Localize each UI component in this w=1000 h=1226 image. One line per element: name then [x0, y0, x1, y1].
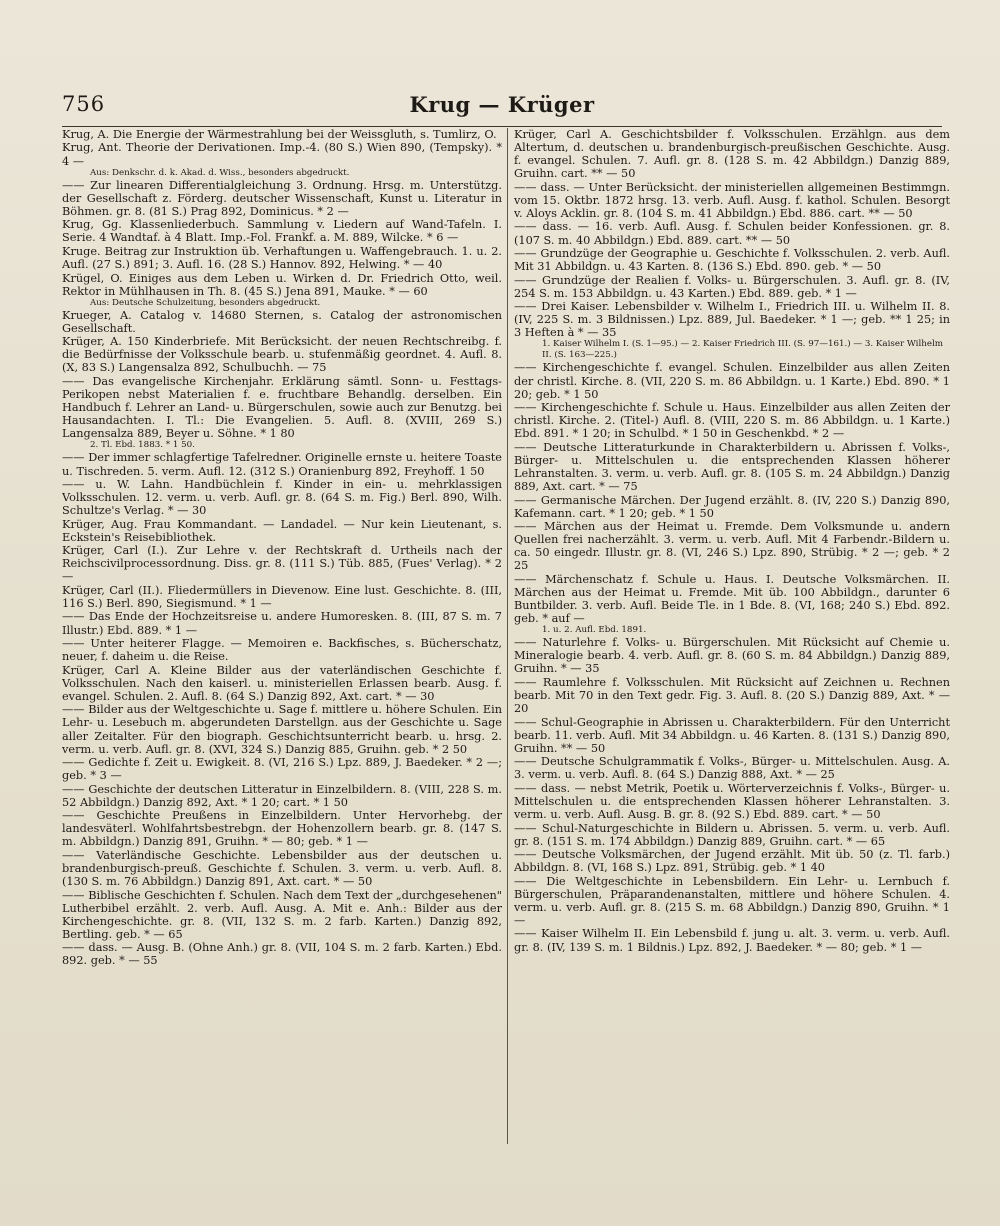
entry-note: 2. Tl. Ebd. 1883. * 1 50.	[90, 440, 195, 451]
catalog-entry: —— Kaiser Wilhelm II. Ein Lebensbild f. jung u. alt. 3. verm. u. verb. Aufl. gr. 8. (IV, 139 S. m. 1 Bildnis.) Lpz. 892, J. Baedeker. * — 80; geb. * 1 —	[514, 927, 950, 954]
catalog-entry: Krüger, Carl (I.). Zur Lehre v. der Rechtskraft d. Urtheils nach der Reichscivilprocessordnung. Diss. gr. 8. (111 S.) Tüb. 885, (Fues' Verlag). * 2 —	[62, 544, 502, 584]
catalog-entry: —— Grundzüge der Realien f. Volks- u. Bürgerschulen. 3. Aufl. gr. 8. (IV, 254 S. m. 153 Abbildgn. u. 43 Karten.) Ebd. 889. geb. * 1 —	[514, 273, 950, 300]
catalog-entry: —— Der immer schlagfertige Tafelredner. Originelle ernste u. heitere Toaste u. Tischreden. 5. verm. Aufl. 12. (312 S.) Oranienburg 892, Freyhoff. 1 50	[62, 451, 502, 478]
catalog-entry: —— Unter heiterer Flagge. — Memoiren e. Backfisches, s. Bücherschatz, neuer, f. daheim u. die Reise.	[62, 637, 502, 664]
catalog-entry: —— dass. — Ausg. B. (Ohne Anh.) gr. 8. (VII, 104 S. m. 2 farb. Karten.) Ebd. 892. geb. * — 55	[62, 941, 502, 968]
catalog-entry: —— Biblische Geschichten f. Schulen. Nach dem Text der „durchgesehenen" Lutherbibel erzählt. 2. verb. Aufl. Ausg. A. Mit e. Anh.: Bilder aus der Kirchengeschichte. gr. 8. (VII, 132 S. m. 2 farb. Karten.) Danzig 892, Bertling. geb. * — 65	[62, 888, 502, 941]
page-number: 756	[62, 92, 106, 116]
catalog-entry: Krügel, O. Einiges aus dem Leben u. Wirken d. Dr. Friedrich Otto, weil. Rektor in Mühlhausen in Th. 8. (45 S.) Jena 891, Mauke. * — 60	[62, 271, 502, 298]
catalog-entry: Krüger, Carl A. Geschichtsbilder f. Volksschulen. Erzählgn. aus dem Altertum, d. deutschen u. brandenburgisch-preußischen Geschichte. Ausg. f. evangel. Schulen. 7. Aufl. gr. 8. (128 S. m. 42 Abbildgn.) Danzig 889, Gruihn. cart. ** — 50	[514, 128, 950, 181]
catalog-entry: Krüger, Aug. Frau Kommandant. — Landadel. — Nur kein Lieutenant, s. Eckstein's Reisebibliothek.	[62, 517, 502, 544]
catalog-entry: Krüger, Carl A. Kleine Bilder aus der vaterländischen Geschichte f. Volksschulen. Nach den kaiserl. u. ministeriellen Erlassen bearb. Ausg. f. evangel. Schulen. 2. Aufl. 8. (64 S.) Danzig 892, Axt. cart. * — 30	[62, 663, 502, 703]
catalog-entry: —— Naturlehre f. Volks- u. Bürgerschulen. Mit Rücksicht auf Chemie u. Mineralogie bearb. 4. verb. Aufl. gr. 8. (60 S. m. 84 Abbildgn.) Danzig 889, Gruihn. * — 35	[514, 636, 950, 676]
catalog-entry: —— Drei Kaiser. Lebensbilder v. Wilhelm I., Friedrich III. u. Wilhelm II. 8. (IV, 225 S. m. 3 Bildnissen.) Lpz. 889, Jul. Baedeker. * 1 —; geb. ** 1 25; in 3 Heften à * — 35	[514, 300, 950, 340]
catalog-entry: —— Märchenschatz f. Schule u. Haus. I. Deutsche Volksmärchen. II. Märchen aus der Heimat u. Fremde. Mit üb. 100 Abbildgn., darunter 6 Buntbilder. 3. verb. Aufl. Beide Tle. in 1 Bde. 8. (VI, 168; 240 S.) Ebd. 892. geb. * auf —	[514, 572, 950, 626]
catalog-entry: —— Raumlehre f. Volksschulen. Mit Rücksicht auf Zeichnen u. Rechnen bearb. Mit 70 in den Text gedr. Fig. 3. Aufl. 8. (20 S.) Danzig 889, Axt. * — 20	[514, 675, 950, 716]
catalog-entry: Kruge. Beitrag zur Instruktion üb. Verhaftungen u. Waffengebrauch. 1. u. 2. Aufl. (27 S.) 891; 3. Aufl. 16. (28 S.) Hannov. 892, Helwing. * — 40	[62, 244, 502, 272]
catalog-entry: —— dass. — 16. verb. Aufl. Ausg. f. Schulen beider Konfessionen. gr. 8. (107 S. m. 40 Abbildgn.) Ebd. 889. cart. ** — 50	[514, 220, 950, 247]
catalog-entry: —— Bilder aus der Weltgeschichte u. Sage f. mittlere u. höhere Schulen. Ein Lehr- u. Lesebuch m. abgerundeten Darstellgn. aus der Geschichte u. Sage aller Zeitalter. Für den biograph. Geschichtsunterricht bearb. u. hrsg. 2. verm. u. verb. Aufl. gr. 8. (XVI, 324 S.) Danzig 885, Gruihn. geb. * 2 50	[62, 703, 502, 756]
catalog-entry: Krueger, A. Catalog v. 14680 Sternen, s. Catalog der astronomischen Gesellschaft.	[62, 308, 502, 335]
catalog-entry: —— Grundzüge der Geographie u. Geschichte f. Volksschulen. 2. verb. Aufl. Mit 31 Abbildgn. u. 43 Karten. 8. (136 S.) Ebd. 890. geb. * — 50	[514, 247, 950, 274]
catalog-entry: —— Kirchengeschichte f. Schule u. Haus. Einzelbilder aus allen Zeiten der christl. Kirche. 2. (Titel-) Aufl. 8. (VIII, 220 S. m. 86 Abbildgn. u. 1 Karte.) Ebd. 891. * 1 20; in Schulbd. * 1 50 in Geschenkbd. * 2 —	[514, 401, 950, 441]
catalog-entry: —— Gedichte f. Zeit u. Ewigkeit. 8. (VI, 216 S.) Lpz. 889, J. Baedeker. * 2 —; geb. * 3 —	[62, 756, 502, 783]
catalog-entry: —— Geschichte der deutschen Litteratur in Einzelbildern. 8. (VIII, 228 S. m. 52 Abbildgn.) Danzig 892, Axt. * 1 20; cart. * 1 50	[62, 782, 502, 809]
entry-note: Aus: Denkschr. d. k. Akad. d. Wiss., besonders abgedruckt.	[90, 167, 350, 178]
catalog-entry: —— Zur linearen Differentialgleichung 3. Ordnung. Hrsg. m. Unterstützg. der Gesellschaft z. Förderg. deutscher Wissenschaft, Kunst u. Literatur in Böhmen. gr. 8. (81 S.) Prag 892, Dominicus. * 2 —	[62, 178, 502, 218]
header-rule	[62, 126, 942, 127]
catalog-entry: —— Schul-Naturgeschichte in Bildern u. Abrissen. 5. verm. u. verb. Aufl. gr. 8. (151 S. m. 174 Abbildgn.) Danzig 889, Gruihn. cart. * — 65	[514, 821, 950, 848]
catalog-entry: Krüger, Carl (II.). Fliedermüllers in Dievenow. Eine lust. Geschichte. 8. (III, 116 S.) Berl. 890, Siegismund. * 1 —	[62, 583, 502, 610]
running-head: Krug — Krüger	[409, 92, 595, 117]
catalog-entry: —— Deutsche Volksmärchen, der Jugend erzählt. Mit üb. 50 (z. Tl. farb.) Abbildgn. 8. (VI, 168 S.) Lpz. 891, Strübig. geb. * 1 40	[514, 848, 950, 875]
catalog-entry: —— dass. — Unter Berücksicht. der ministeriellen allgemeinen Bestimmgn. vom 15. Oktbr. 1872 hrsg. 13. verb. Aufl. Ausg. f. kathol. Schulen. Besorgt v. Aloys Acklin. gr. 8. (104 S. m. 41 Abbildgn.) Ebd. 886. cart. ** — 50	[514, 180, 950, 220]
right-column	[514, 128, 950, 1144]
catalog-entry: Krug, A. Die Energie der Wärmestrahlung bei der Weissgluth, s. Tumlirz, O.	[62, 128, 497, 141]
catalog-entry: —— Das Ende der Hochzeitsreise u. andere Humoresken. 8. (III, 87 S. m. 7 Illustr.) Ebd. 889. * 1 —	[62, 610, 502, 637]
catalog-entry: —— dass. — nebst Metrik, Poetik u. Wörterverzeichnis f. Volks-, Bürger- u. Mittelschulen u. die entsprechenden Klassen höherer Lehranstalten. 3. verm. u. verb. Aufl. Ausg. B. gr. 8. (92 S.) Ebd. 889. cart. * — 50	[514, 781, 950, 822]
catalog-entry: —— Deutsche Litteraturkunde in Charakterbildern u. Abrissen f. Volks-, Bürger- u. Mittelschulen u. die entsprechenden Klassen höherer Lehranstalten. 3. verm. u. verb. Aufl. gr. 8. (105 S. m. 24 Abbildgn.) Danzig 889, Axt. cart. * — 75	[514, 440, 950, 494]
left-column	[62, 128, 502, 1144]
catalog-entry: —— u. W. Lahn. Handbüchlein f. Kinder in ein- u. mehrklassigen Volksschulen. 12. verm. u. verb. Aufl. gr. 8. (64 S. m. Fig.) Berl. 890, Wilh. Schultze's Verlag. * — 30	[62, 477, 502, 518]
catalog-entry: —— Schul-Geographie in Abrissen u. Charakterbildern. Für den Unterricht bearb. 11. verb. Aufl. Mit 34 Abbildgn. u. 46 Karten. 8. (131 S.) Danzig 890, Gruihn. ** — 50	[514, 715, 950, 755]
catalog-entry: —— Deutsche Schulgrammatik f. Volks-, Bürger- u. Mittelschulen. Ausg. A. 3. verm. u. verb. Aufl. 8. (64 S.) Danzig 888, Axt. * — 25	[514, 755, 950, 782]
catalog-entry: —— Geschichte Preußens in Einzelbildern. Unter Hervorhebg. der landesväterl. Wohlfahrtsbestrebgn. der Hohenzollern bearb. gr. 8. (147 S. m. Abbildgn.) Danzig 891, Gruihn. * — 80; geb. * 1 —	[62, 809, 502, 849]
page-header	[62, 92, 942, 122]
catalog-entry: —— Die Weltgeschichte in Lebensbildern. Ein Lehr- u. Lernbuch f. Bürgerschulen, Präparandenanstalten, mittlere und höhere Schulen. 4. verm. u. verb. Aufl. gr. 8. (215 S. m. 68 Abbildgn.) Danzig 890, Gruihn. * 1 —	[514, 874, 950, 927]
column-divider	[507, 128, 508, 1144]
entry-note: 1. u. 2. Aufl. Ebd. 1891.	[542, 625, 647, 636]
catalog-entry: —— Germanische Märchen. Der Jugend erzählt. 8. (IV, 220 S.) Danzig 890, Kafemann. cart. * 1 20; geb. * 1 50	[514, 493, 950, 520]
entry-note: Aus: Deutsche Schulzeitung, besonders abgedruckt.	[90, 297, 321, 308]
catalog-entry: —— Kirchengeschichte f. evangel. Schulen. Einzelbilder aus allen Zeiten der christl. Kirche. 8. (VII, 220 S. m. 86 Abbildgn. u. 1 Karte.) Ebd. 890. * 1 20; geb. * 1 50	[514, 361, 950, 401]
catalog-entry: —— Märchen aus der Heimat u. Fremde. Dem Volksmunde u. andern Quellen frei nacherzählt. 3. verm. u. verb. Aufl. Mit 4 Farbendr.-Bildern u. ca. 50 eingedr. Illustr. gr. 8. (VI, 246 S.) Lpz. 890, Strübig. * 2 —; geb. * 2 25	[514, 520, 950, 573]
catalog-entry: Krüger, A. 150 Kinderbriefe. Mit Berücksicht. der neuen Rechtschreibg. f. die Bedürfnisse der Volksschule bearb. u. stufenmäßig geordnet. 4. Aufl. 8. (X, 83 S.) Langensalza 892, Schulbuchh. — 75	[62, 335, 502, 375]
catalog-entry: —— Vaterländische Geschichte. Lebensbilder aus der deutschen u. brandenburgisch-preuß. Geschichte f. Schulen. 3. verm. u. verb. Aufl. 8. (130 S. m. 76 Abbildgn.) Danzig 891, Axt. cart. * — 50	[62, 848, 502, 889]
catalog-entry: —— Das evangelische Kirchenjahr. Erklärung sämtl. Sonn- u. Festtags-Perikopen nebst Materialien f. e. fruchtbare Behandlg. derselben. Ein Handbuch f. Lehrer an Land- u. Bürgerschulen, sowie auch zur Benutzg. bei Hausandachten. I. Tl.: Die Evangelien. 5. Aufl. 8. (XVIII, 269 S.) Langensalza 889, Beyer u. Söhne. * 1 80	[62, 374, 502, 441]
entry-note: 1. Kaiser Wilhelm I. (S. 1—95.) — 2. Kaiser Friedrich III. (S. 97—161.) — 3. Kaiser Wilhelm II. (S. 163—225.)	[542, 339, 943, 361]
catalog-entry: Krug, Gg. Klassenliederbuch. Sammlung v. Liedern auf Wand-Tafeln. I. Serie. 4 Wandtaf. à 4 Blatt. Imp.-Fol. Frankf. a. M. 889, Wilcke. * 6 —	[62, 218, 502, 245]
catalog-entry: Krug, Ant. Theorie der Derivationen. Imp.-4. (80 S.) Wien 890, (Tempsky). * 4 —	[62, 141, 502, 168]
